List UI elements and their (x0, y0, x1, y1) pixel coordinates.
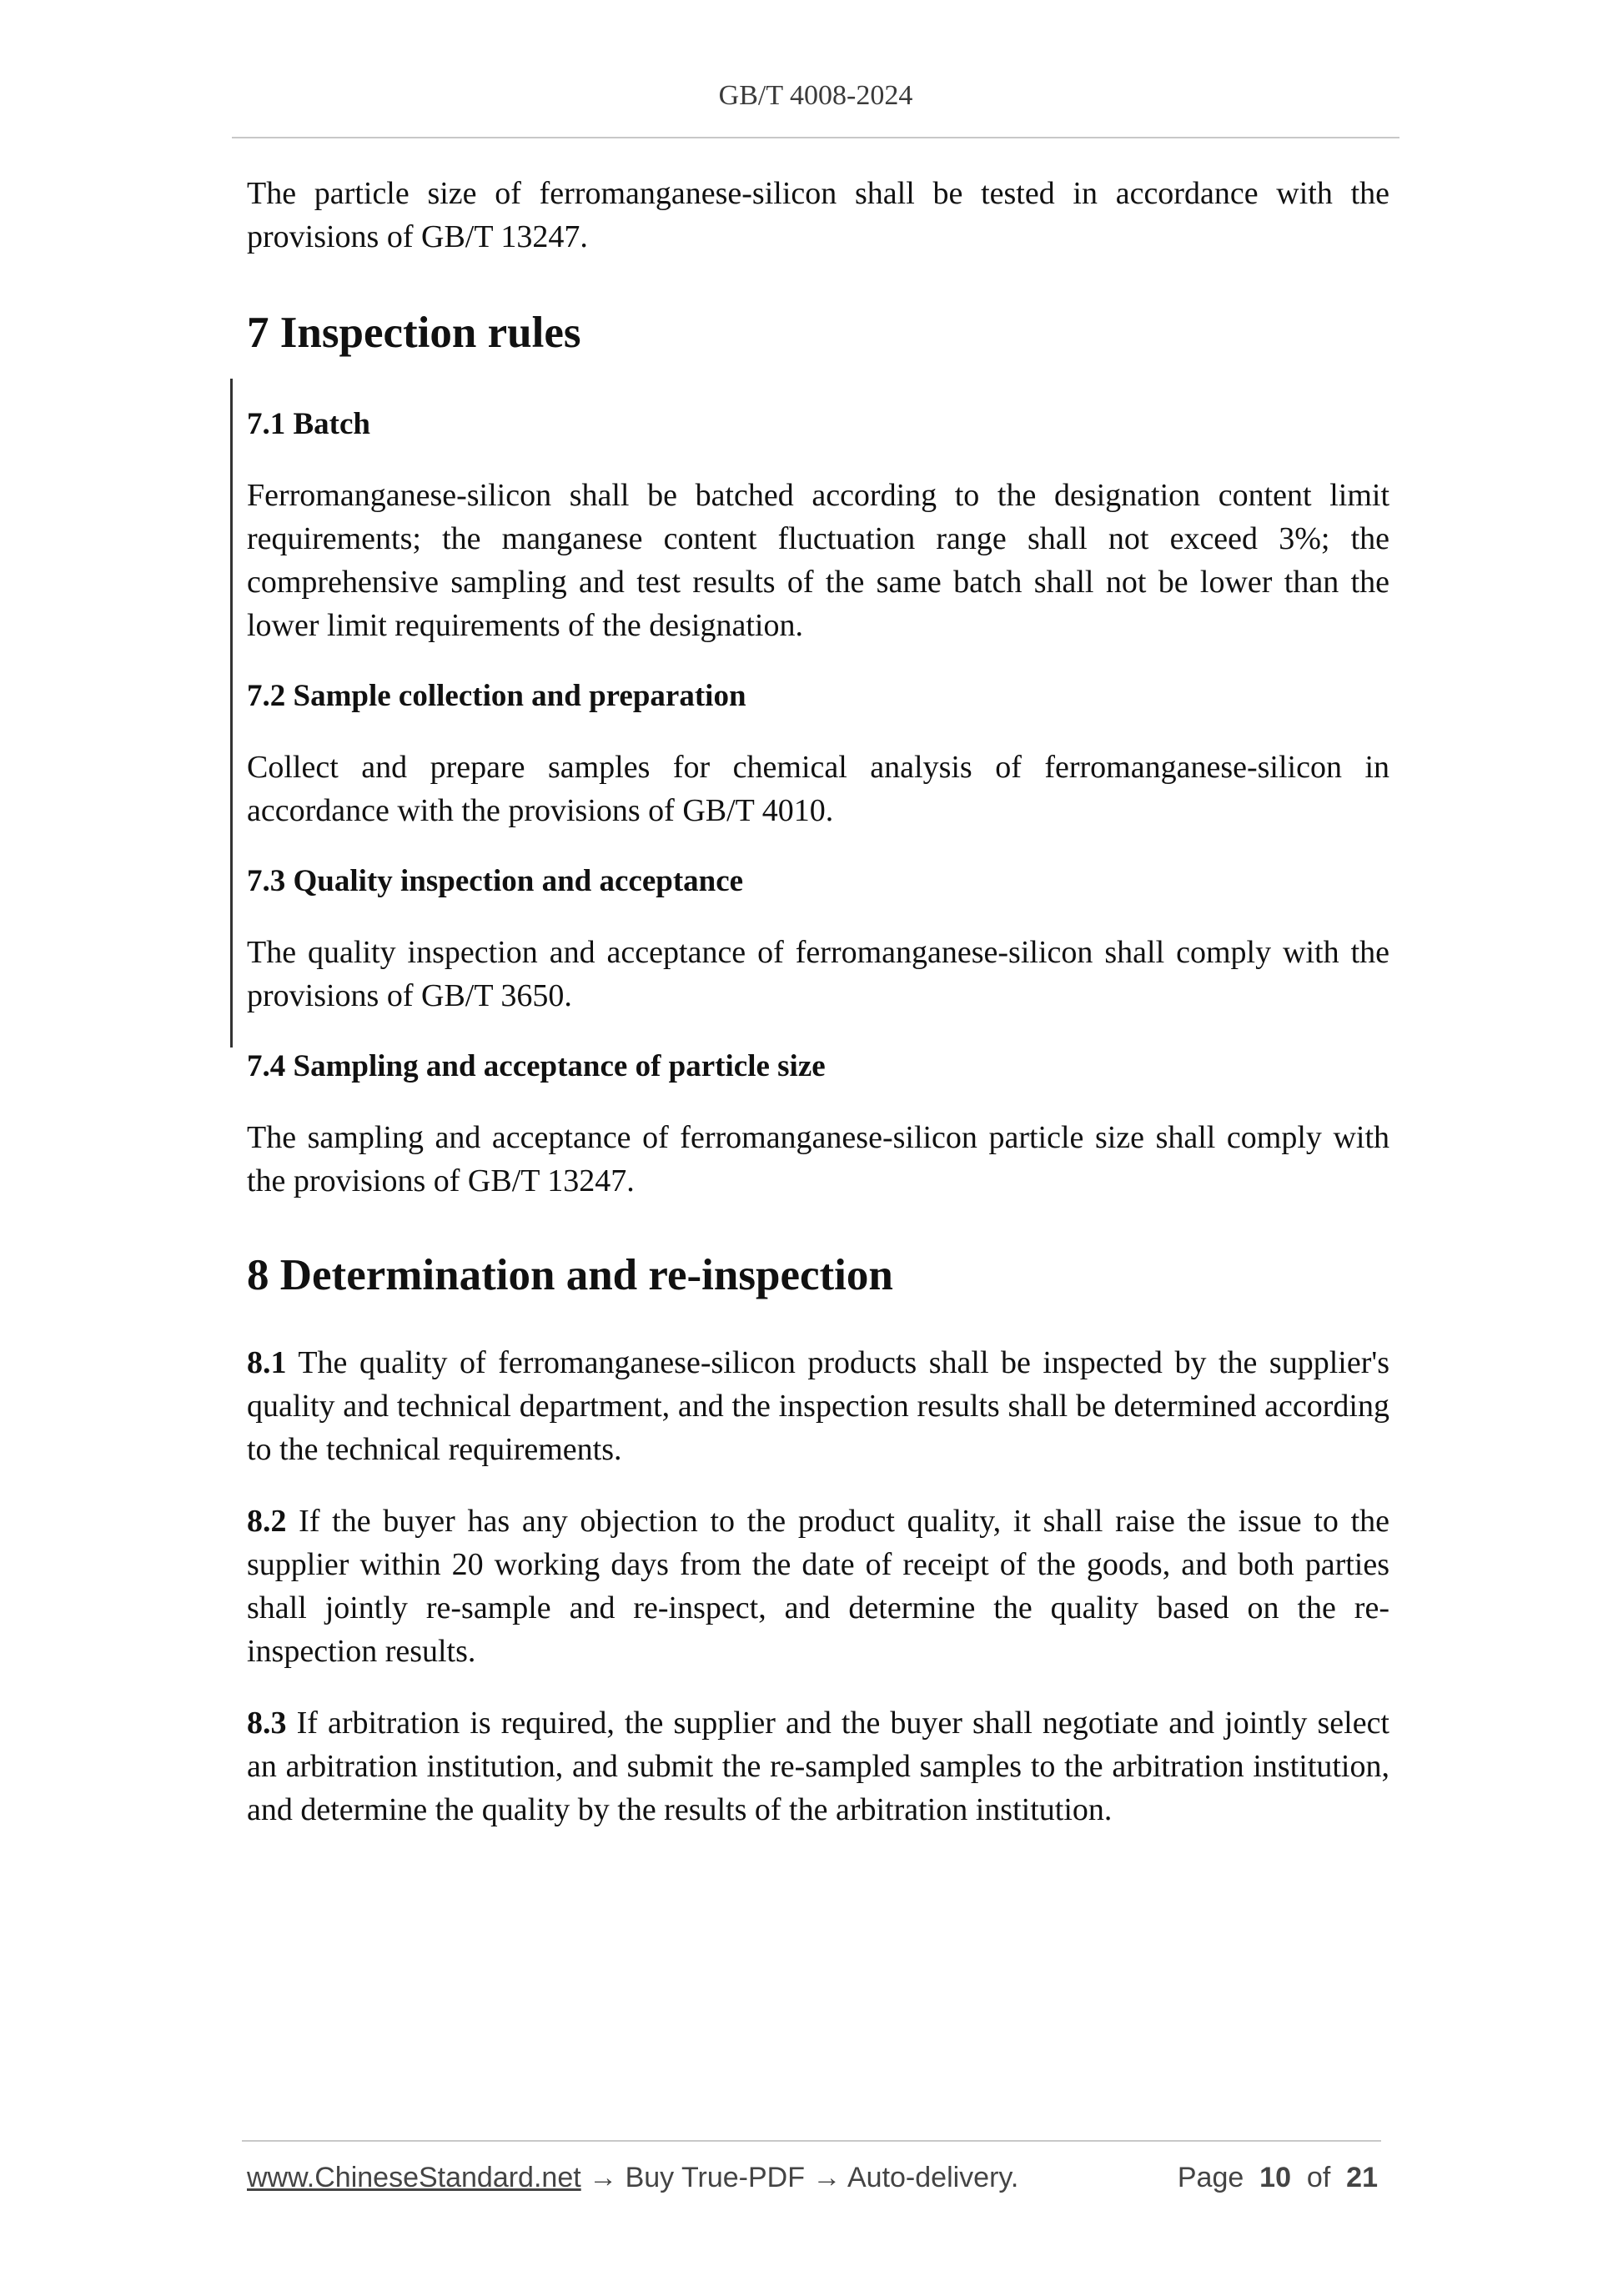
of-label: of (1306, 2162, 1331, 2193)
section-8-2-paragraph (247, 1500, 1389, 1673)
page-footer (247, 2162, 1378, 2203)
section-8-3-paragraph (247, 1701, 1389, 1831)
section-8-1-paragraph (247, 1341, 1389, 1471)
section-7-title: 7 Inspection rules (247, 309, 581, 357)
section-8-3-number: 8.3 (247, 1706, 287, 1741)
page-label: Page (1177, 2162, 1244, 2193)
section-8-title: 8 Determination and re-inspection (247, 1251, 893, 1299)
section-7-2-heading: 7.2 Sample collection and preparation (247, 679, 746, 713)
page-content (247, 172, 1389, 1831)
section-7-2-text: Collect and prepare samples for chemical analysis of ferromanganese-silicon in accordance with the provisions of GB/T 4010. (247, 750, 1389, 828)
total-pages-number: 21 (1346, 2162, 1378, 2193)
footer-rule (242, 2140, 1381, 2142)
header-rule (232, 137, 1399, 138)
section-8-1-number: 8.1 (247, 1345, 287, 1380)
section-7-4-heading: 7.4 Sampling and acceptance of particle size (247, 1049, 826, 1083)
footer-promo-text: → Buy True-PDF → Auto-delivery. (580, 2162, 1019, 2193)
change-bar (230, 379, 233, 1048)
footer-promo (247, 2162, 1018, 2194)
current-page-number: 10 (1259, 2162, 1291, 2193)
section-7-4-text: The sampling and acceptance of ferromanganese-silicon particle size shall comply with the provisions of GB/T 13247. (247, 1120, 1389, 1198)
section-7-3-heading: 7.3 Quality inspection and acceptance (247, 864, 744, 898)
section-7-1-heading: 7.1 Batch (247, 407, 370, 441)
section-7-1-text: Ferromanganese-silicon shall be batched according to the designation content limit requirements; the manganese content fluctuation range shall not exceed 3%; the comprehensive sampling and test results of the same batch shall not be lower than the lower limit requirements of the designation. (247, 478, 1389, 643)
section-7-3-text: The quality inspection and acceptance of ferromanganese-silicon shall comply with the provisions of GB/T 3650. (247, 935, 1389, 1013)
document-header: GB/T 4008-2024 (718, 80, 913, 111)
section-8-3-text: If arbitration is required, the supplier and the buyer shall negotiate and jointly select an arbitration institution, and submit the re-sampled samples to the arbitration institution, and determine the quality by the results of the arbitration institution. (247, 1706, 1389, 1827)
section-8-2-text: If the buyer has any objection to the product quality, it shall raise the issue to the supplier within 20 working days from the date of receipt of the goods, and both parties shall jointly re-sample and re-inspect, and determine the quality based on the re-inspection results. (247, 1504, 1389, 1669)
chinesestandard-link[interactable]: www.ChineseStandard.net (247, 2162, 581, 2193)
intro-paragraph: The particle size of ferromanganese-silicon shall be tested in accordance with the provisions of GB/T 13247. (247, 176, 1389, 254)
page-indicator (1178, 2162, 1378, 2194)
section-8-2-number: 8.2 (247, 1504, 287, 1539)
section-8-1-text: The quality of ferromanganese-silicon products shall be inspected by the supplier's quality and technical department, and the inspection results shall be determined according to the technical requirements. (247, 1345, 1389, 1467)
